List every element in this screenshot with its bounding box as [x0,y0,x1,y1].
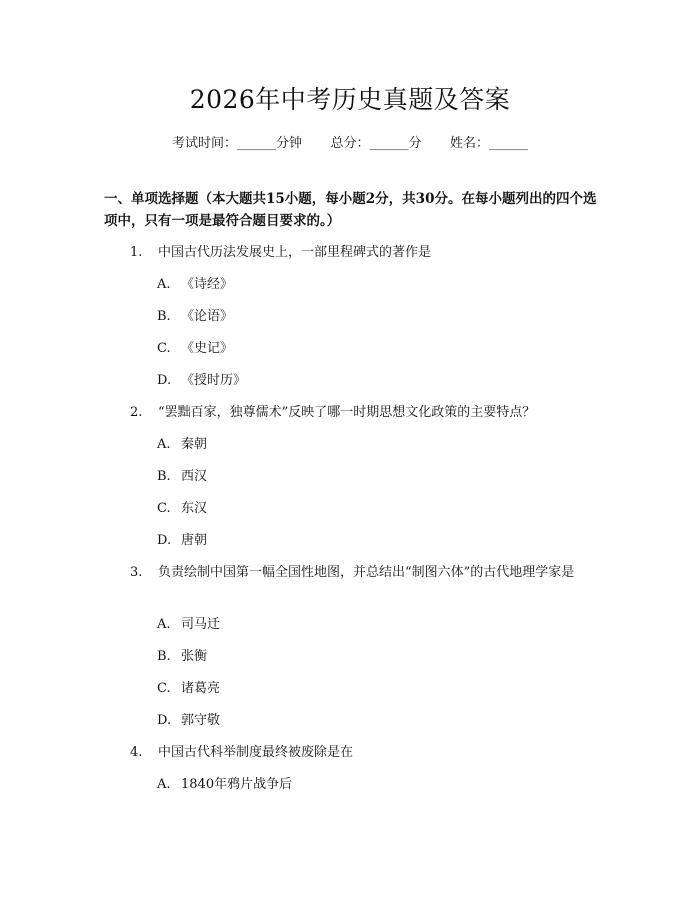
exam-info-line [0,132,700,151]
option-text: 《论语》 [181,309,234,324]
option-3-a [157,615,220,635]
option-1-a [157,275,233,295]
question-text: 负责绘制中国第一幅全国性地图，并总结出“制图六体”的古代地理学家是 [158,565,575,580]
option-3-b [157,647,207,667]
question-1 [130,243,600,263]
option-text: 《授时历》 [181,373,247,388]
option-letter: D. [157,373,172,388]
option-text: 张衡 [181,649,208,664]
option-1-b [157,307,233,327]
total-score-field: 总分：______分 [330,136,422,151]
option-text: 《诗经》 [181,277,234,292]
option-text: 西汉 [181,469,208,484]
question-number: 1. [130,245,143,260]
option-text: 郭守敬 [181,713,221,728]
question-number: 4. [130,745,143,760]
option-letter: B. [157,309,171,324]
question-3 [104,563,604,583]
option-1-c [157,339,233,359]
question-number: 3. [130,565,143,580]
option-text: 司马迁 [181,617,221,632]
question-text: 中国古代历法发展史上，一部里程碑式的著作是 [158,245,432,260]
option-text: 秦朝 [181,437,208,452]
question-text: “罢黜百家，独尊儒术”反映了哪一时期思想文化政策的主要特点？ [158,405,536,420]
option-letter: A. [157,777,171,792]
option-3-d [157,711,220,731]
option-3-c [157,679,220,699]
question-4 [130,743,600,763]
option-letter: A. [157,437,171,452]
option-2-b [157,467,207,487]
option-2-c [157,499,207,519]
option-text: 唐朝 [181,533,208,548]
option-letter: B. [157,649,171,664]
section-heading-single-choice: 一、单项选择题（本大题共15小题，每小题2分，共30分。在每小题列出的四个选项中，只有一项是最符合题目要求的。） [104,191,597,229]
exam-time-field: 考试时间：______分钟 [171,136,302,151]
option-letter: A. [157,617,171,632]
option-text: 《史记》 [181,341,234,356]
question-2 [130,403,600,423]
option-letter: C. [157,501,171,516]
page-title: 2026年中考历史真题及答案 [189,85,511,114]
option-2-a [157,435,207,455]
option-text: 东汉 [181,501,208,516]
option-4-a [157,775,292,795]
option-2-d [157,531,207,551]
option-letter: D. [157,533,172,548]
option-letter: C. [157,681,171,696]
question-text: 中国古代科举制度最终被废除是在 [158,745,354,760]
option-letter: C. [157,341,171,356]
question-number: 2. [130,405,143,420]
option-text: 诸葛亮 [181,681,221,696]
option-letter: A. [157,277,171,292]
name-field: 姓名：______ [450,136,529,151]
option-text: 1840年鸦片战争后 [181,777,293,792]
option-letter: B. [157,469,171,484]
option-1-d [157,371,246,391]
option-letter: D. [157,713,172,728]
